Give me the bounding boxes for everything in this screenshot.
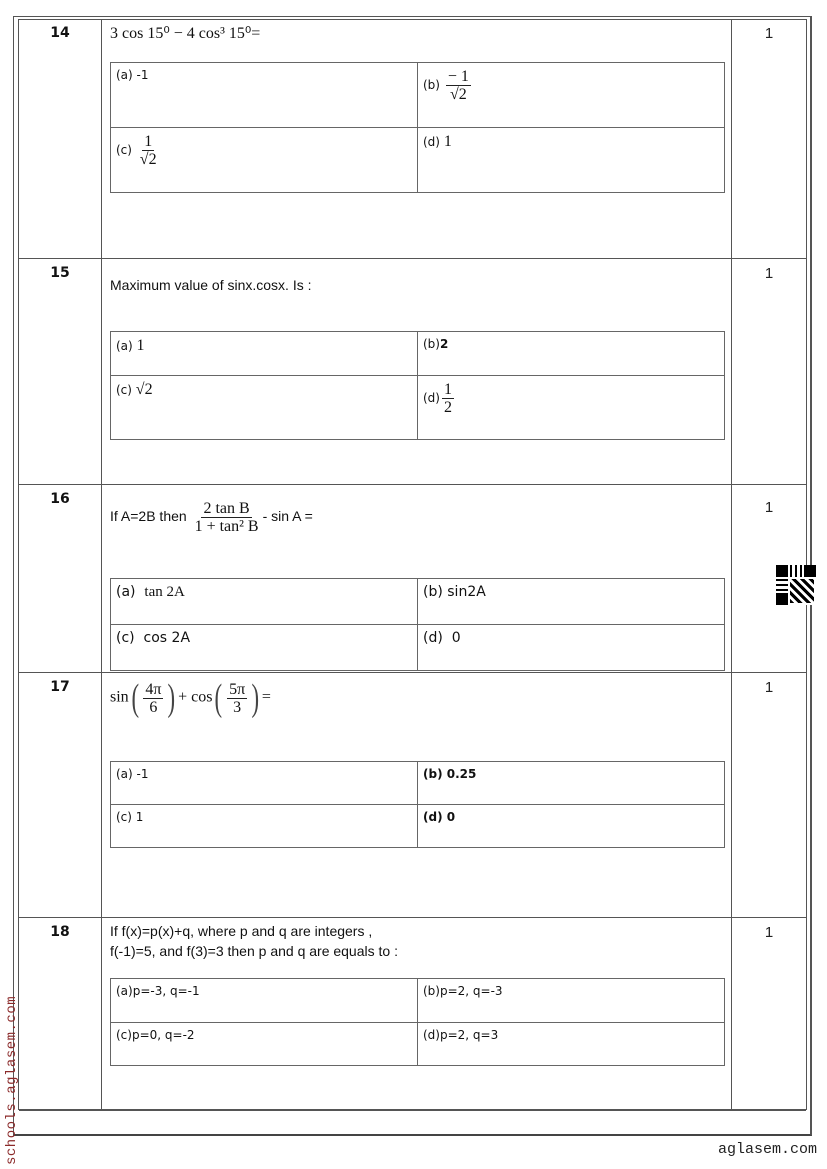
options-table bbox=[110, 761, 725, 848]
option-d[interactable]: (d) 0 bbox=[418, 805, 725, 848]
option-c[interactable]: (c) √2 bbox=[111, 376, 418, 440]
question-row-14 bbox=[19, 19, 806, 259]
question-text: sin( $\frac{4\pi}{6}$ ) + cos( $\frac{5\pi}{3}$ ) = bbox=[110, 677, 271, 719]
option-a[interactable]: (a) 1 bbox=[111, 332, 418, 376]
question-text: Maximum value of sinx.cosx. Is : bbox=[110, 277, 312, 293]
option-a[interactable]: (a) -1 bbox=[111, 63, 418, 128]
option-d[interactable]: (d) 1 bbox=[418, 128, 725, 193]
option-b[interactable]: (b)2 bbox=[418, 332, 725, 376]
question-marks: 1 bbox=[731, 485, 806, 672]
question-content bbox=[102, 259, 731, 484]
fraction: $\frac{\text{2 tan B}}{\text{1 + tan² B}}$ bbox=[194, 500, 259, 535]
question-marks: 1 bbox=[731, 19, 806, 258]
question-text: 3 cos 15⁰ − 4 cos³ 15⁰= bbox=[110, 25, 261, 42]
side-watermark: schools.aglasem.com bbox=[4, 995, 20, 1165]
option-b[interactable]: (b)p=2, q=-3 bbox=[418, 979, 725, 1023]
question-content bbox=[102, 485, 731, 672]
bottom-watermark: aglasem.com bbox=[717, 1141, 817, 1158]
question-number: 17 bbox=[19, 673, 102, 917]
fraction: $\frac{5\pi}{3}$ bbox=[229, 680, 246, 716]
option-b[interactable]: (b) $\frac{- 1}{√2}$ bbox=[418, 63, 725, 128]
question-content bbox=[102, 19, 731, 258]
fraction: $\frac{4\pi}{6}$ bbox=[145, 680, 162, 716]
options-table bbox=[110, 978, 725, 1066]
option-d[interactable]: (d)p=2, q=3 bbox=[418, 1023, 725, 1066]
option-a[interactable]: (a) tan 2A bbox=[111, 579, 418, 625]
option-b[interactable]: (b) 0.25 bbox=[418, 762, 725, 805]
question-row-16 bbox=[19, 485, 806, 673]
options-table bbox=[110, 62, 725, 193]
option-c[interactable]: (c) 1 bbox=[111, 805, 418, 848]
question-row-15 bbox=[19, 259, 806, 485]
option-d[interactable]: (d) $\frac{1}{2}$ bbox=[418, 376, 725, 440]
options-table bbox=[110, 578, 725, 671]
option-c[interactable]: (c) $\frac{1}{√2}$ bbox=[111, 128, 418, 193]
option-a[interactable]: (a)p=-3, q=-1 bbox=[111, 979, 418, 1023]
question-row-18 bbox=[19, 918, 806, 1111]
question-number: 18 bbox=[19, 918, 102, 1110]
option-a[interactable]: (a) -1 bbox=[111, 762, 418, 805]
option-c[interactable]: (c) cos 2A bbox=[111, 625, 418, 671]
question-number: 14 bbox=[19, 19, 102, 258]
option-d[interactable]: (d) 0 bbox=[418, 625, 725, 671]
question-marks: 1 bbox=[731, 673, 806, 917]
question-marks: 1 bbox=[731, 259, 806, 484]
fraction: $\frac{1}{2}$ bbox=[443, 381, 452, 416]
question-marks: 1 bbox=[731, 918, 806, 1110]
question-number: 15 bbox=[19, 259, 102, 484]
question-text: If f(x)=p(x)+q, where p and q are integers , f(-1)=5, and f(3)=3 then p and q are equals to : bbox=[110, 923, 398, 959]
question-number: 16 bbox=[19, 485, 102, 672]
fraction: $\frac{- 1}{√2}$ bbox=[447, 68, 469, 103]
qr-code-icon bbox=[776, 565, 816, 605]
option-b[interactable]: (b) sin2A bbox=[418, 579, 725, 625]
question-content bbox=[102, 673, 731, 917]
question-content bbox=[102, 918, 731, 1110]
question-row-17 bbox=[19, 673, 806, 918]
fraction: $\frac{1}{√2}$ bbox=[139, 133, 157, 168]
question-text: If A=2B then $\frac{\text{2 tan B}}{\text{1 + tan² B}}$ - sin A = bbox=[110, 500, 313, 535]
options-table bbox=[110, 331, 725, 440]
option-c[interactable]: (c)p=0, q=-2 bbox=[111, 1023, 418, 1066]
